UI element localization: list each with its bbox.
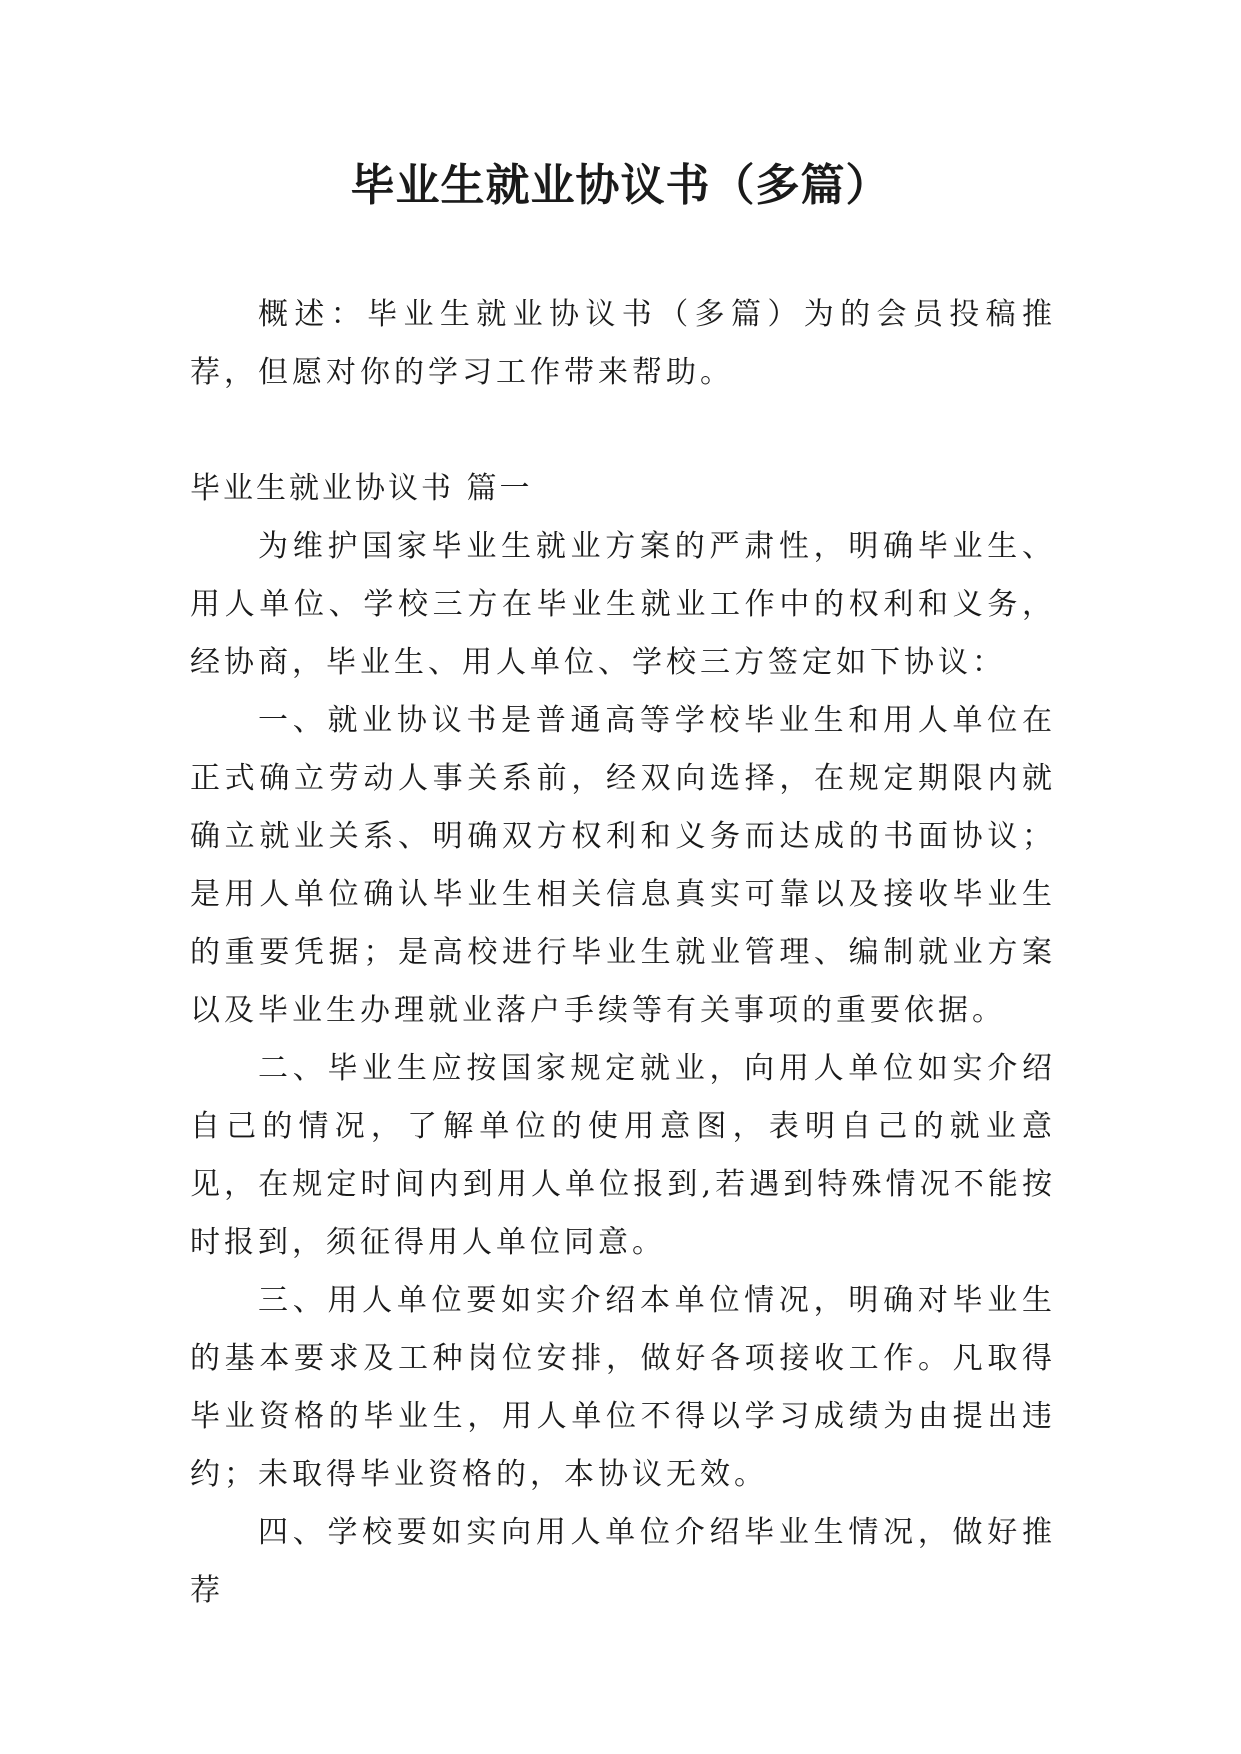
document-title: 毕业生就业协议书（多篇） (350, 160, 891, 211)
body-paragraph: 一、就业协议书是普通高等学校毕业生和用人单位在正式确立劳动人事关系前，经双向选择，在规定期限内就确立就业关系、明确双方权利和义务而达成的书面协议；是用人单位确认毕业生相关信息真实可靠以及接收毕业生的重要凭据；是高校进行毕业生就业管理、编制就业方案以及毕业生办理就业落户手续等有关事项的重要依据。 (190, 703, 1056, 1028)
paragraph-gap (190, 402, 1056, 460)
body-paragraph: 二、毕业生应按国家规定就业，向用人单位如实介绍自己的情况，了解单位的使用意图，表明自己的就业意见，在规定时间内到用人单位报到,若遇到特殊情况不能按时报到，须征得用人单位同意。 (190, 1051, 1056, 1260)
body-paragraph: 四、学校要如实向用人单位介绍毕业生情况，做好推荐 (190, 1515, 1056, 1608)
summary-paragraph: 概述：毕业生就业协议书（多篇）为的会员投稿推荐，但愿对你的学习工作带来帮助。 (190, 297, 1056, 390)
body-paragraph: 为维护国家毕业生就业方案的严肃性，明确毕业生、用人单位、学校三方在毕业生就业工作中的权利和义务，经协商，毕业生、用人单位、学校三方签定如下协议： (190, 529, 1056, 680)
document-body (190, 286, 1056, 1620)
body-paragraph: 三、用人单位要如实介绍本单位情况，明确对毕业生的基本要求及工种岗位安排，做好各项接收工作。凡取得毕业资格的毕业生，用人单位不得以学习成绩为由提出违约；未取得毕业资格的，本协议无效。 (190, 1283, 1056, 1492)
section-heading: 毕业生就业协议书 篇一 (190, 471, 533, 506)
